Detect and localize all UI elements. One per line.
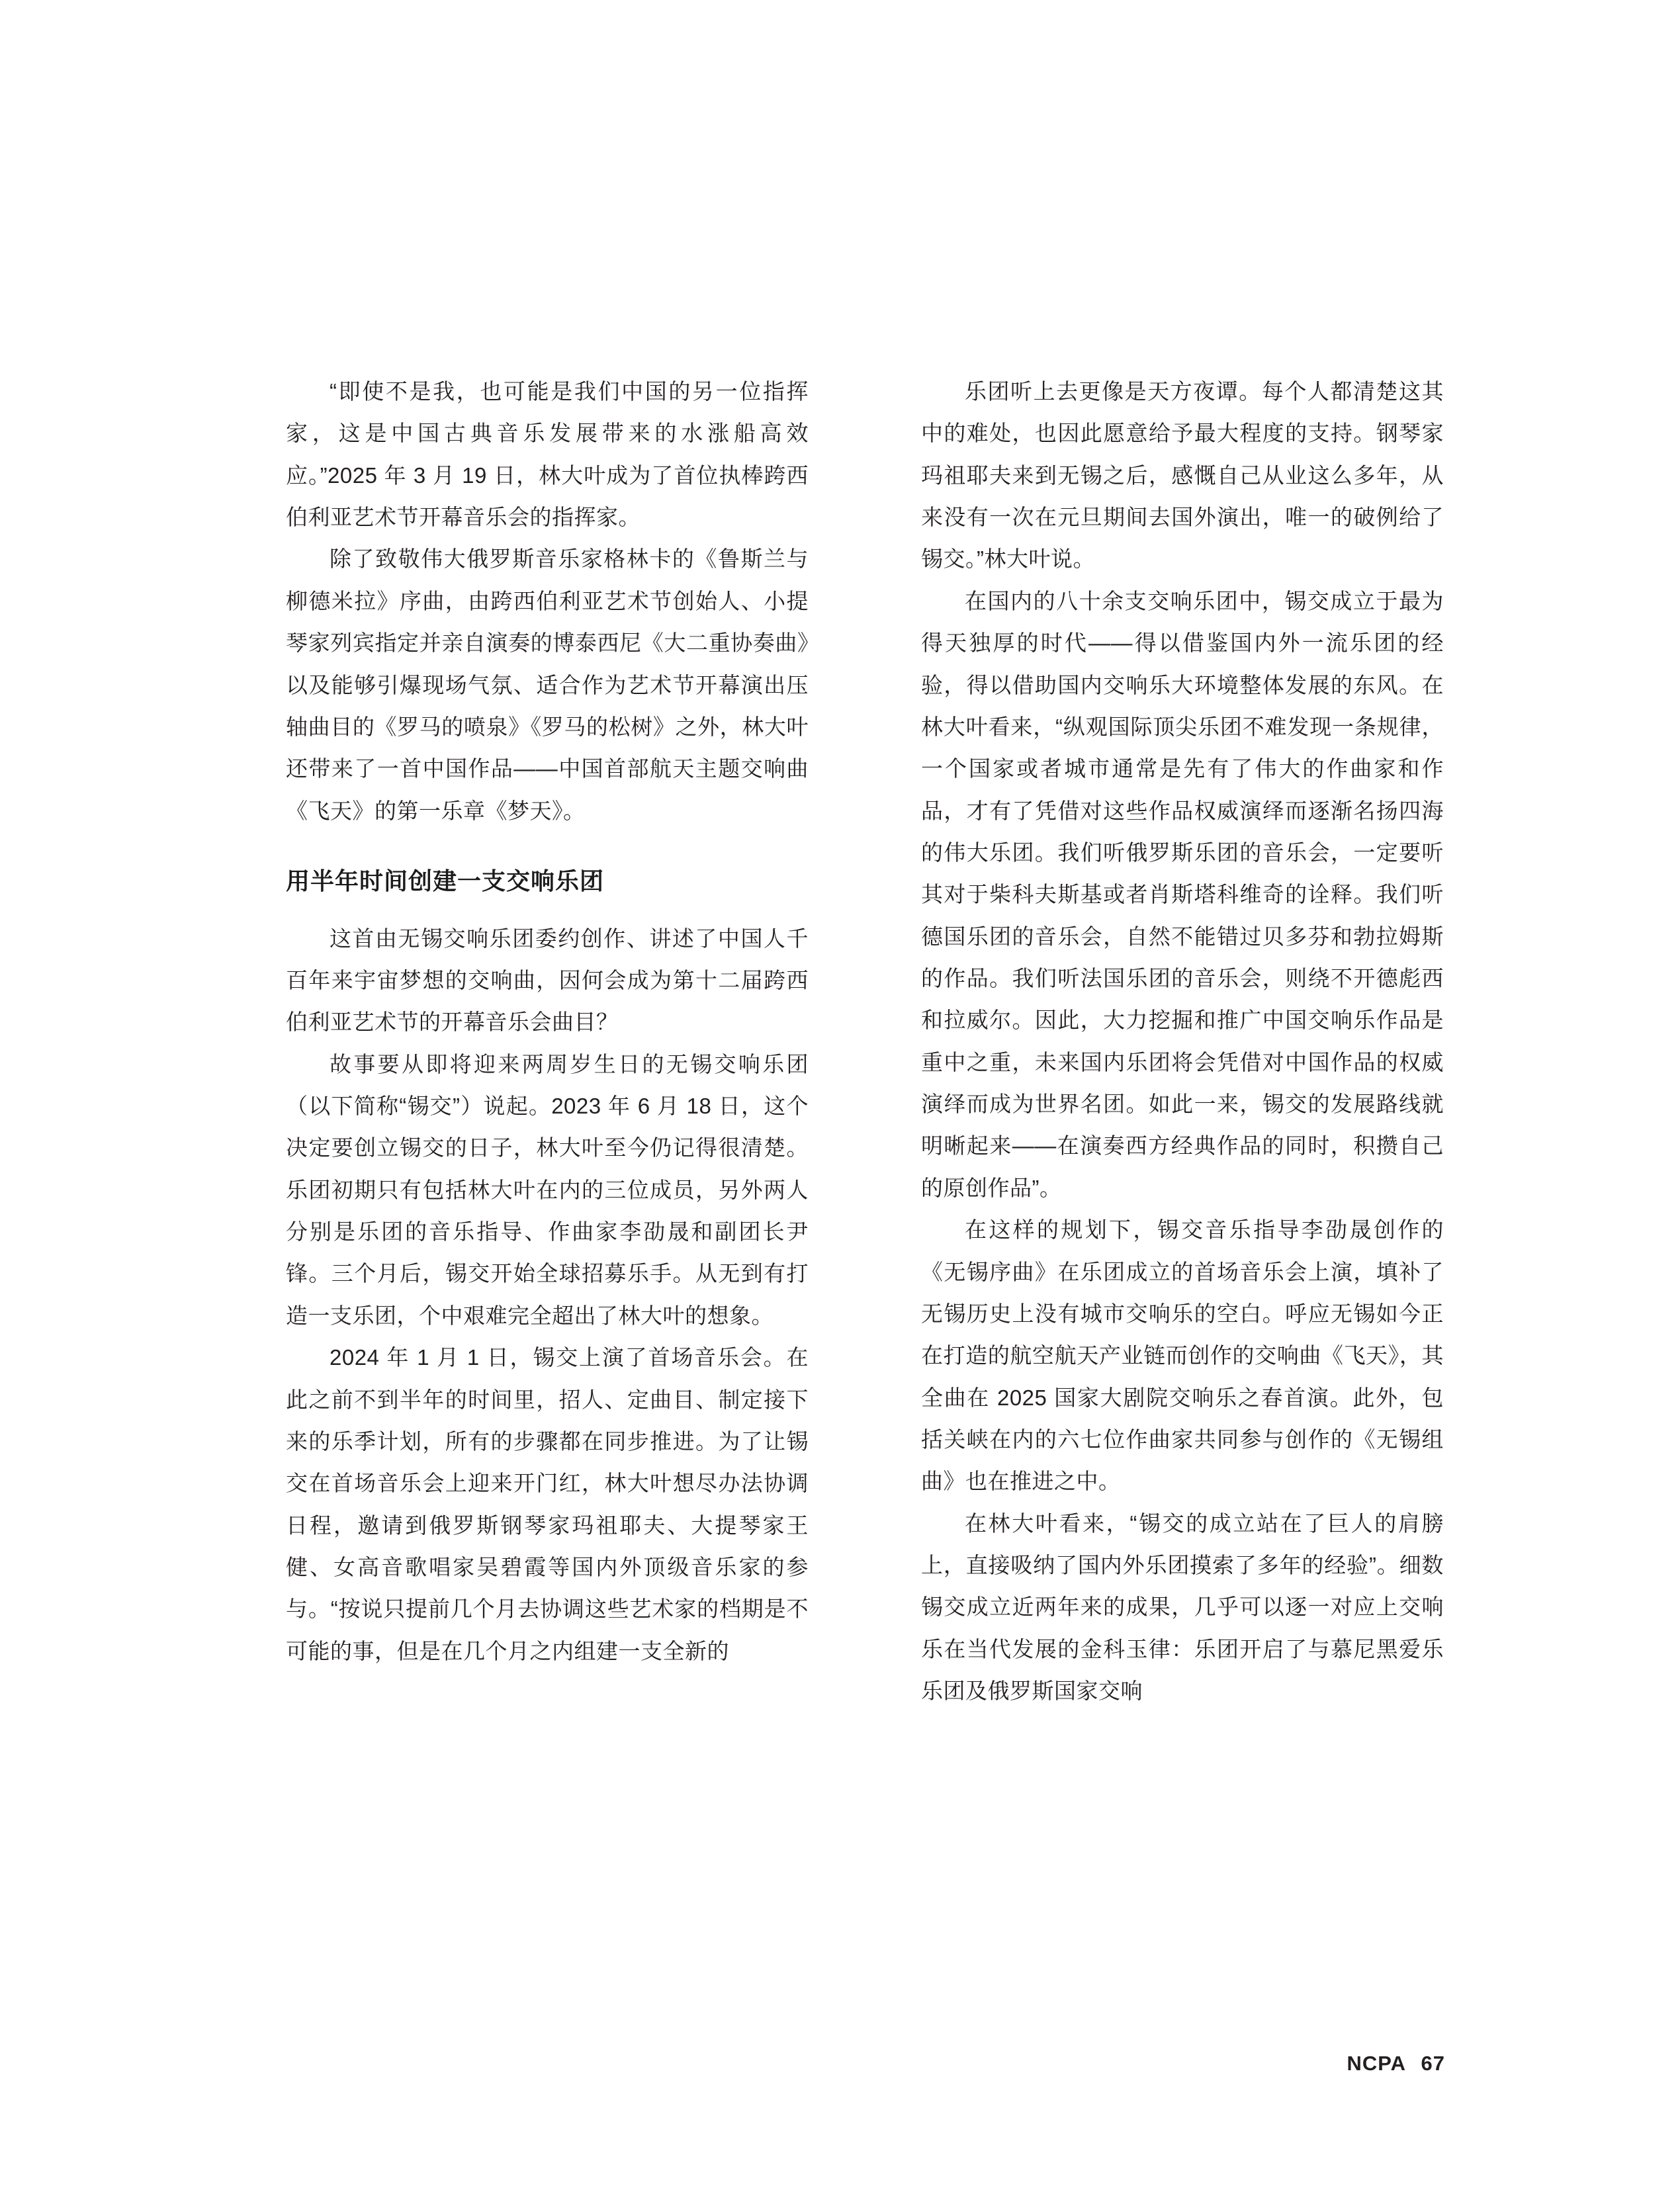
page-number: 67	[1421, 2052, 1445, 2075]
paragraph: 故事要从即将迎来两周岁生日的无锡交响乐团（以下简称“锡交”）说起。2023 年 6 月 18 日，这个决定要创立锡交的日子，林大叶至今仍记得很清楚。乐团初期只有包括林大叶在内的三位成员，另外两人分别是乐团的音乐指导、作曲家李劭晟和副团长尹锋。三个月后，锡交开始全球招募乐手。从无到有打造一支乐团，个中艰难完全超出了林大叶的想象。	[286, 1051, 809, 1328]
paragraph: 这首由无锡交响乐团委约创作、讲述了中国人千百年来宇宙梦想的交响曲，因何会成为第十二届跨西伯利亚艺术节的开幕音乐会曲目？	[286, 926, 809, 1035]
article-body	[286, 371, 1444, 1712]
left-column	[286, 371, 809, 1712]
paragraph: 除了致敬伟大俄罗斯音乐家格林卡的《鲁斯兰与柳德米拉》序曲，由跨西伯利亚艺术节创始人、小提琴家列宾指定并亲自演奏的博泰西尼《大二重协奏曲》以及能够引爆现场气氛、适合作为艺术节开幕演出压轴曲目的《罗马的喷泉》《罗马的松树》之外，林大叶还带来了一首中国作品——中国首部航天主题交响曲《飞天》的第一乐章《梦天》。	[286, 547, 809, 823]
section-heading: 用半年时间创建一支交响乐团	[286, 867, 605, 895]
paragraph: 在林大叶看来，“锡交的成立站在了巨人的肩膀上，直接吸纳了国内外乐团摸索了多年的经验”。细数锡交成立近两年来的成果，几乎可以逐一对应上交响乐在当代发展的金科玉律：乐团开启了与慕尼黑爱乐乐团及俄罗斯国家交响	[921, 1510, 1444, 1704]
paragraph: 在这样的规划下，锡交音乐指导李劭晟创作的《无锡序曲》在乐团成立的首场音乐会上演，填补了无锡历史上没有城市交响乐的空白。呼应无锡如今正在打造的航空航天产业链而创作的交响曲《飞天》，其全曲在 2025 国家大剧院交响乐之春首演。此外，包括关峡在内的六七位作曲家共同参与创作的《无锡组曲》也在推进之中。	[921, 1217, 1444, 1494]
paragraph: 乐团听上去更像是天方夜谭。每个人都清楚这其中的难处，也因此愿意给予最大程度的支持。钢琴家玛祖耶夫来到无锡之后，感慨自己从业这么多年，从来没有一次在元旦期间去国外演出，唯一的破例给了锡交。”林大叶说。	[921, 379, 1444, 572]
paragraph: “即使不是我，也可能是我们中国的另一位指挥家，这是中国古典音乐发展带来的水涨船高效应。”2025 年 3 月 19 日，林大叶成为了首位执棒跨西伯利亚艺术节开幕音乐会的指挥家。	[286, 379, 809, 530]
page-footer	[1347, 2052, 1446, 2076]
publication-name: NCPA	[1347, 2052, 1405, 2075]
paragraph: 在国内的八十余支交响乐团中，锡交成立于最为得天独厚的时代——得以借鉴国内外一流乐团的经验，得以借助国内交响乐大环境整体发展的东风。在林大叶看来，“纵观国际顶尖乐团不难发现一条规律，一个国家或者城市通常是先有了伟大的作曲家和作品，才有了凭借对这些作品权威演绎而逐渐名扬四海的伟大乐团。我们听俄罗斯乐团的音乐会，一定要听其对于柴科夫斯基或者肖斯塔科维奇的诠释。我们听德国乐团的音乐会，自然不能错过贝多芬和勃拉姆斯的作品。我们听法国乐团的音乐会，则绕不开德彪西和拉威尔。因此，大力挖掘和推广中国交响乐作品是重中之重，未来国内乐团将会凭借对中国作品的权威演绎而成为世界名团。如此一来，锡交的发展路线就明晰起来——在演奏西方经典作品的同时，积攒自己的原创作品”。	[921, 588, 1444, 1200]
paragraph: 2024 年 1 月 1 日，锡交上演了首场音乐会。在此之前不到半年的时间里，招人、定曲目、制定接下来的乐季计划，所有的步骤都在同步推进。为了让锡交在首场音乐会上迎来开门红，林大叶想尽办法协调日程，邀请到俄罗斯钢琴家玛祖耶夫、大提琴家王健、女高音歌唱家吴碧霞等国内外顶级音乐家的参与。“按说只提前几个月去协调这些艺术家的档期是不可能的事，但是在几个月之内组建一支全新的	[286, 1345, 809, 1663]
right-column	[921, 371, 1444, 1712]
